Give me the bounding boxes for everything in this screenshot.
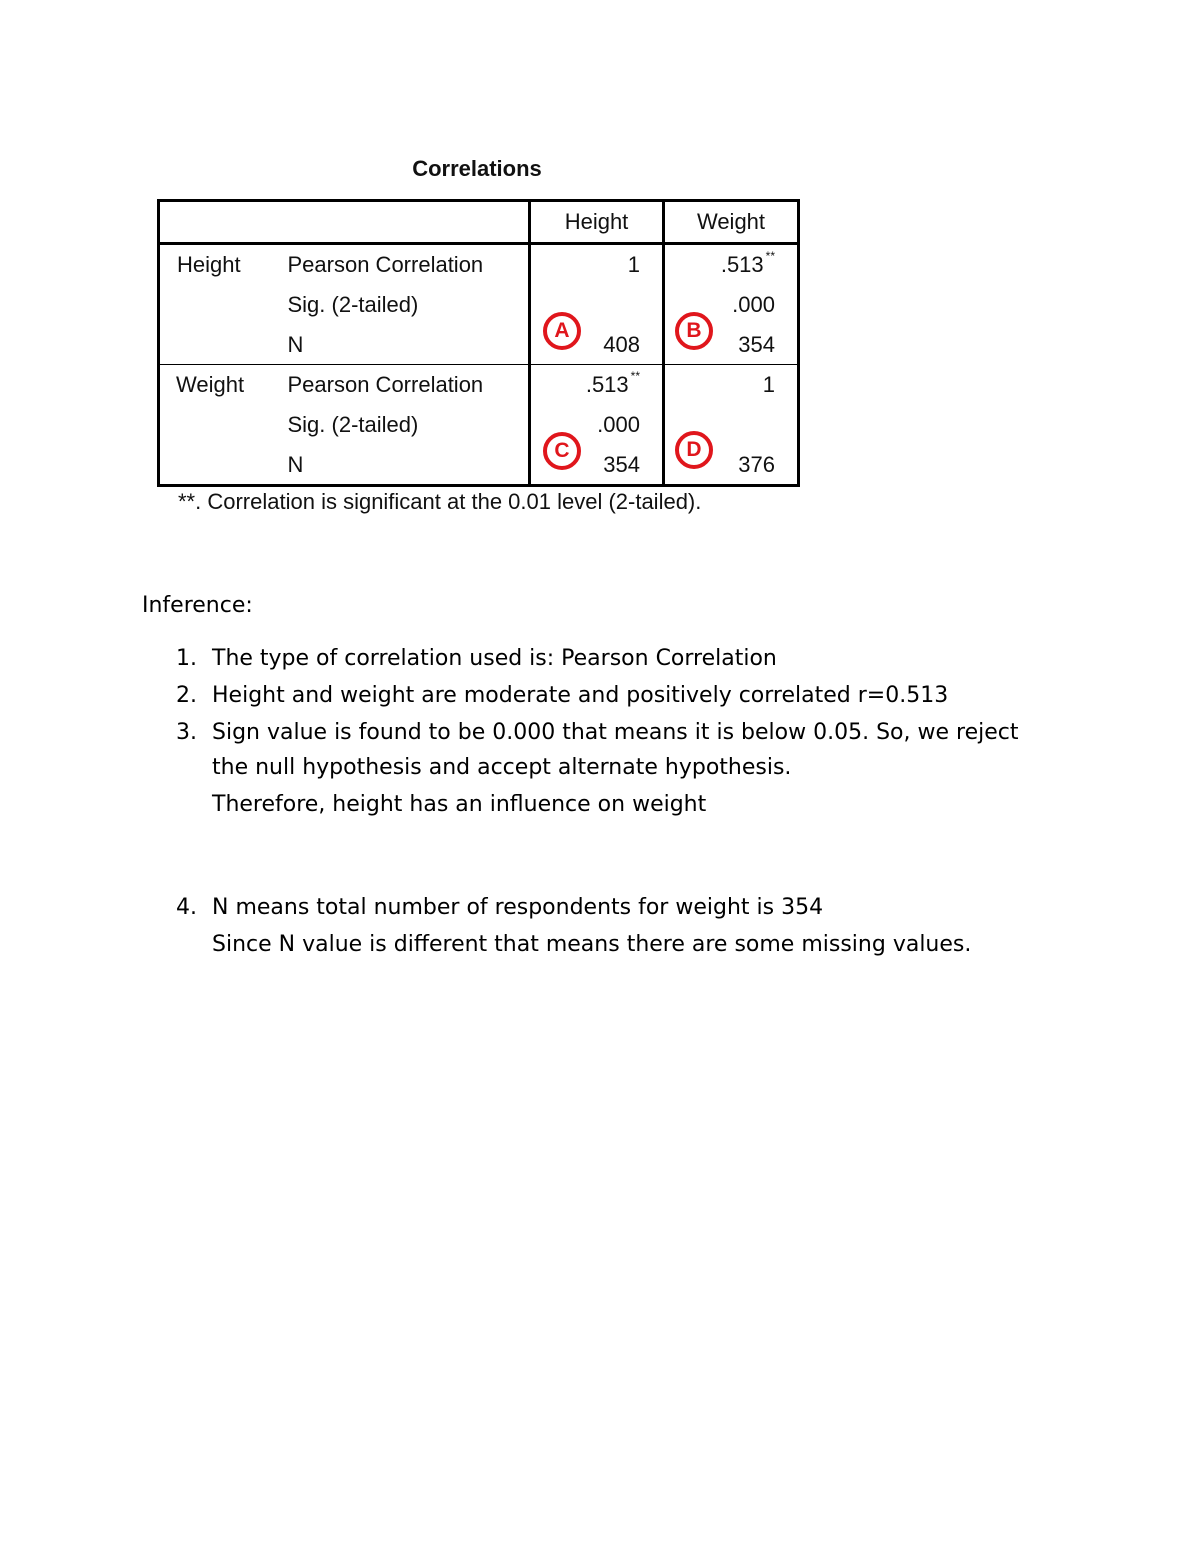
list-number: 4.	[176, 895, 197, 920]
list-number: 2.	[176, 683, 197, 708]
list-item	[176, 720, 1018, 745]
pearson-value	[586, 365, 640, 405]
sig-value: .000	[732, 292, 775, 317]
stats-cell	[272, 365, 530, 486]
stats-cell	[272, 244, 530, 365]
list-number: 1.	[176, 646, 197, 671]
significance-mark: **	[630, 369, 640, 383]
pearson-value: 1	[627, 252, 640, 277]
stat-label: Pearson Correlation	[287, 372, 484, 397]
header-blank-cell	[159, 201, 530, 244]
annotation-badge-a: A	[543, 312, 581, 350]
pearson-number: .513	[585, 372, 629, 397]
col-header-weight: Weight	[664, 201, 799, 244]
header-row	[159, 201, 799, 244]
stat-label: N	[287, 452, 304, 477]
stat-label: Sig. (2-tailed)	[287, 412, 419, 437]
pearson-number: .513	[720, 252, 764, 277]
table-row-weight	[159, 365, 799, 486]
annotation-badge-d: D	[675, 431, 713, 469]
list-item	[176, 646, 777, 671]
list-text-continued: Therefore, height has an influence on weight	[212, 792, 707, 817]
value-cell	[530, 244, 664, 365]
value-cell	[530, 365, 664, 486]
list-item	[176, 895, 823, 920]
annotation-badge-b: B	[675, 312, 713, 350]
n-value: 408	[603, 332, 640, 357]
list-number: 3.	[176, 720, 197, 745]
value-cell	[664, 365, 799, 486]
stat-label: Sig. (2-tailed)	[287, 292, 419, 317]
value-cell	[664, 244, 799, 365]
list-text: N means total number of respondents for weight is 354	[212, 895, 824, 920]
list-text-continued: Since N value is different that means there are some missing values.	[212, 932, 972, 957]
table-title: Correlations	[412, 156, 542, 181]
n-value: 354	[603, 452, 640, 477]
stat-label: N	[287, 332, 304, 357]
annotation-badge-c: C	[543, 432, 581, 470]
list-item	[176, 683, 948, 708]
n-value: 376	[738, 452, 775, 477]
table-row-height	[159, 244, 799, 365]
row-label: Height	[177, 252, 241, 277]
list-text-continued: the null hypothesis and accept alternate hypothesis.	[212, 755, 792, 780]
inference-heading: Inference:	[142, 593, 253, 618]
pearson-value	[721, 245, 775, 285]
significance-mark: **	[765, 249, 775, 263]
list-text: The type of correlation used is: Pearson Correlation	[212, 646, 777, 671]
pearson-value: 1	[762, 372, 775, 397]
n-value: 354	[738, 332, 775, 357]
row-label-cell	[159, 365, 272, 486]
sig-value: .000	[597, 412, 640, 437]
row-label-cell	[159, 244, 272, 365]
list-text: Sign value is found to be 0.000 that means it is below 0.05. So, we reject	[212, 720, 1019, 745]
correlations-table	[157, 199, 800, 487]
table-footnote: **. Correlation is significant at the 0.01 level (2-tailed).	[178, 489, 702, 514]
row-label: Weight	[176, 372, 245, 397]
col-header-height: Height	[530, 201, 664, 244]
stat-label: Pearson Correlation	[287, 252, 484, 277]
list-text: Height and weight are moderate and positively correlated r=0.513	[212, 683, 949, 708]
